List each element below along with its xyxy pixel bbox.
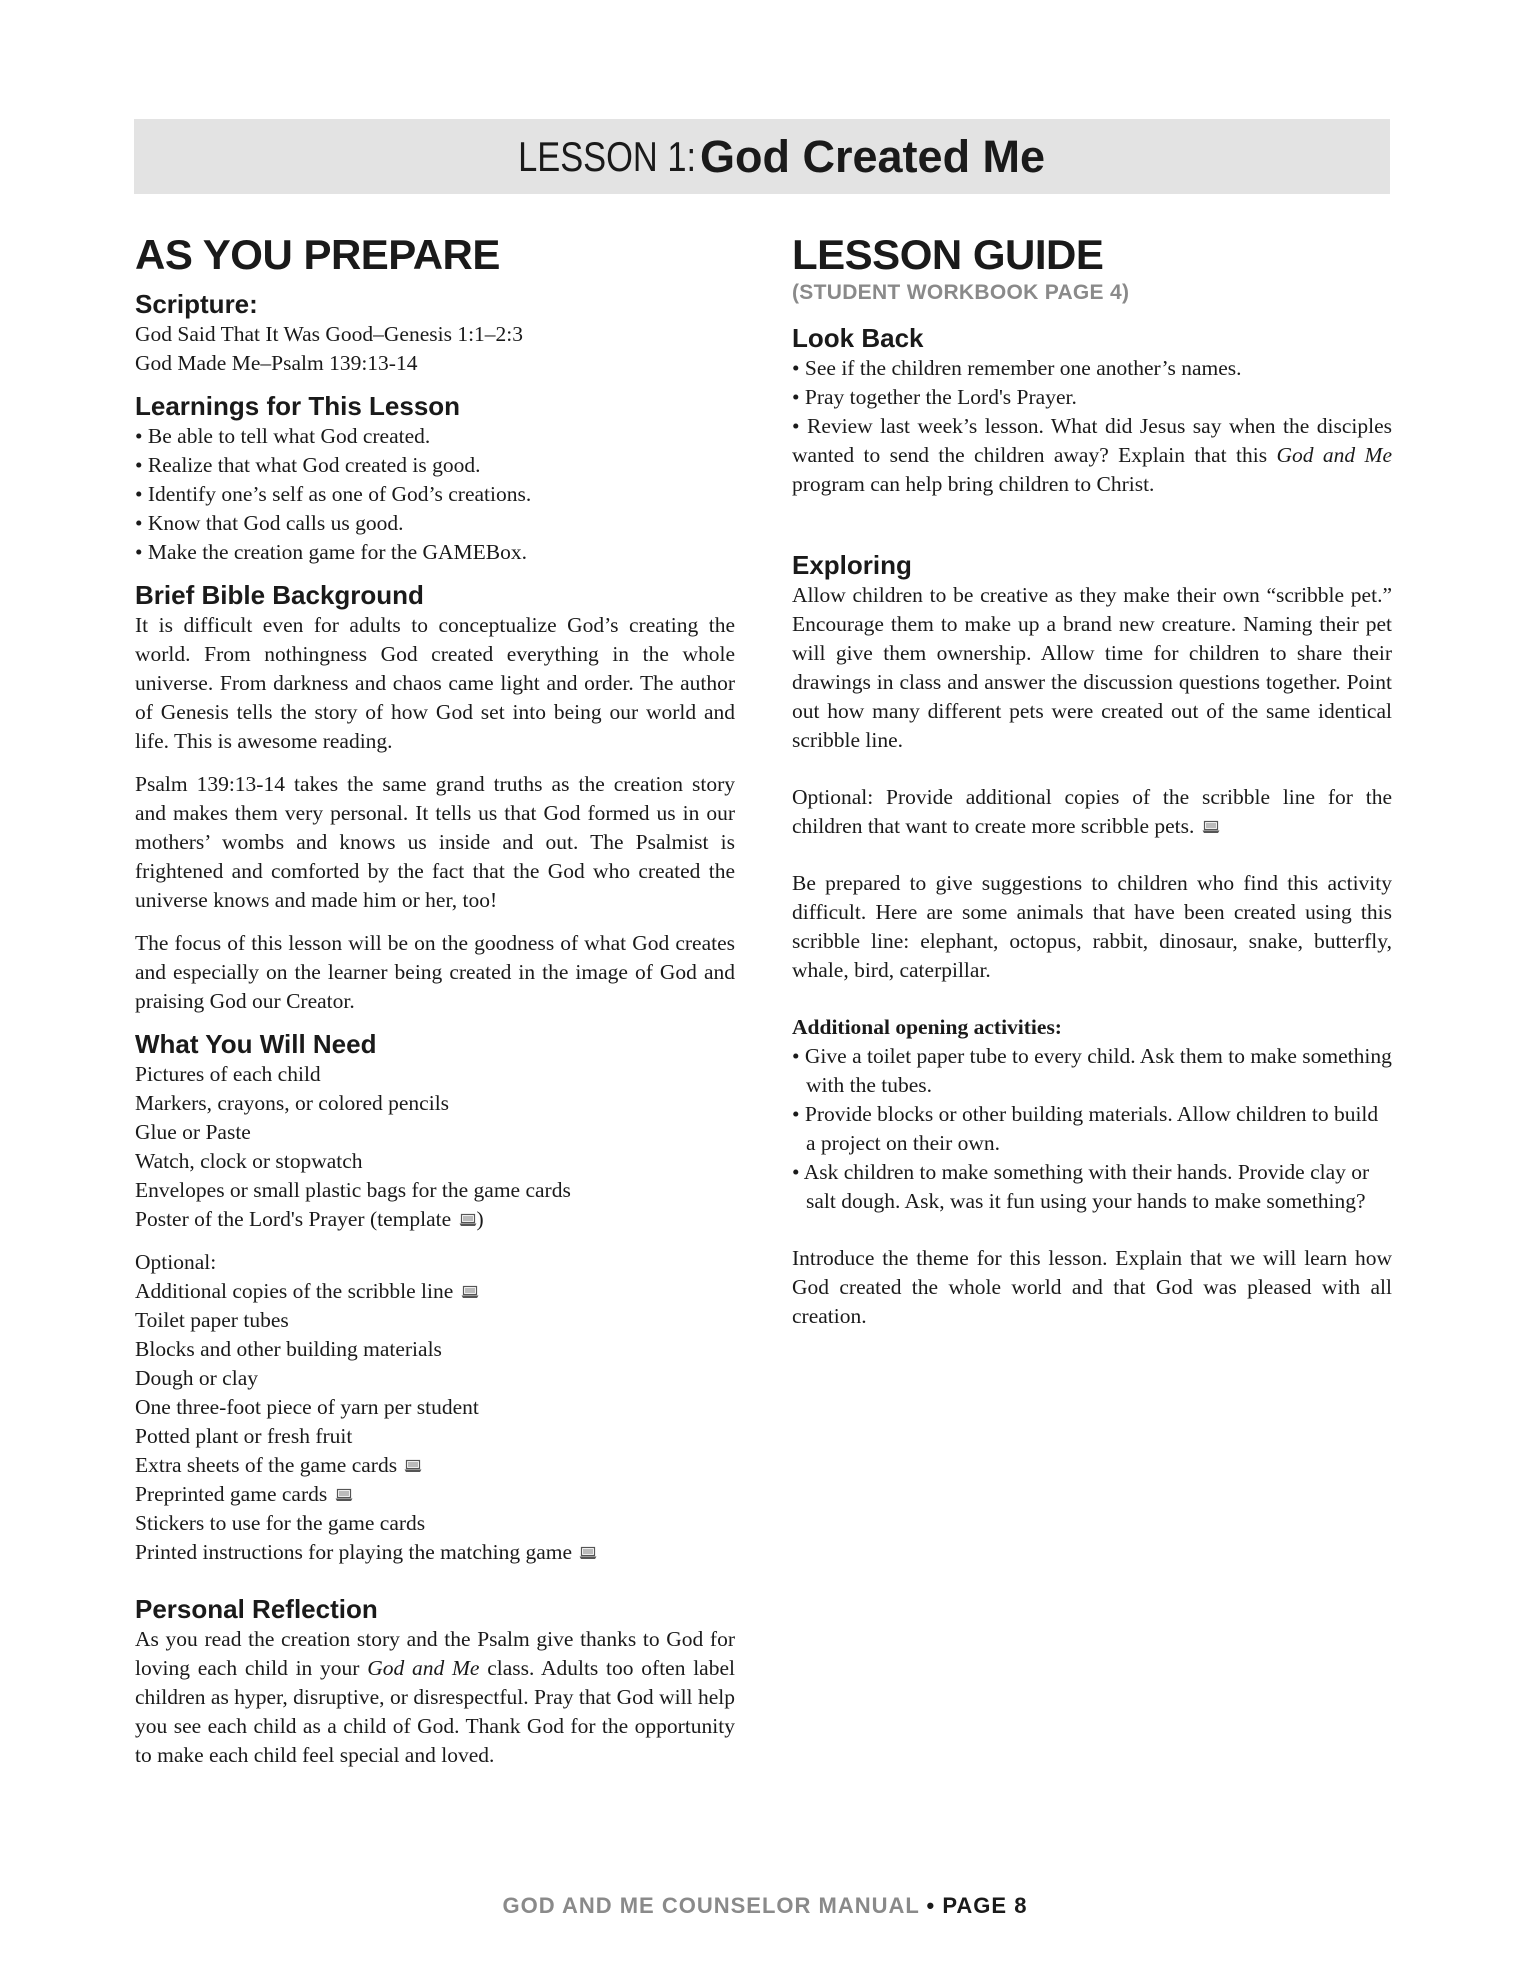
look-back-heading: Look Back bbox=[792, 323, 924, 353]
look-back-item: • See if the children remember one another’s names. bbox=[792, 356, 1242, 380]
background-paragraph: It is difficult even for adults to conceptualize God’s creating the world. From nothingness God created everything in the whole universe. From darkness and chaos came light and order. The author of Genesis tells the story of how God set into being our world and life. This is awesome reading. bbox=[135, 613, 735, 753]
material-item: Watch, clock or stopwatch bbox=[135, 1149, 363, 1173]
background-paragraph: The focus of this lesson will be on the goodness of what God creates and especially on the learner being created in the image of God and praising God our Creator. bbox=[135, 931, 735, 1013]
materials-list bbox=[135, 1060, 735, 1234]
optional-label: Optional: bbox=[135, 1250, 217, 1274]
optional-materials-list bbox=[135, 1248, 735, 1567]
material-item bbox=[135, 1205, 735, 1234]
look-back-item: • Pray together the Lord's Prayer. bbox=[792, 385, 1077, 409]
material-item: Pictures of each child bbox=[135, 1062, 321, 1086]
optional-item-text: Preprinted game cards bbox=[135, 1482, 328, 1506]
activity-item: • Ask children to make something with their hands. Provide clay or salt dough. Ask, was it fun using your hands to make something? bbox=[792, 1160, 1370, 1213]
exploring-paragraph: Allow children to be creative as they make their own “scribble pet.” Encourage them to make up a brand new creature. Naming their pet will give them ownership. Allow time for children to share their drawings in class and answer the discussion questions together. Point out how many different pets were created out of the same identical scribble line. bbox=[792, 583, 1392, 752]
scripture-line: God Made Me–Psalm 139:13-14 bbox=[135, 351, 418, 375]
optional-item bbox=[135, 1538, 735, 1567]
material-item-text: Poster of the Lord's Prayer (template bbox=[135, 1207, 452, 1231]
lesson-number: LESSON 1: bbox=[517, 132, 697, 180]
optional-item: Toilet paper tubes bbox=[135, 1308, 289, 1332]
computer-icon bbox=[459, 1213, 477, 1227]
learning-item: • Identify one’s self as one of God’s creations. bbox=[135, 482, 532, 506]
look-back-list bbox=[792, 354, 1392, 412]
computer-icon bbox=[404, 1459, 422, 1473]
activity-item: • Give a toilet paper tube to every child. Ask them to make something with the tubes. bbox=[792, 1044, 1392, 1097]
learning-item: • Realize that what God created is good. bbox=[135, 453, 481, 477]
material-item: Glue or Paste bbox=[135, 1120, 251, 1144]
optional-item: One three-foot piece of yarn per student bbox=[135, 1395, 479, 1419]
page-footer bbox=[0, 1893, 1530, 1919]
scripture-list bbox=[135, 320, 735, 378]
left-column bbox=[135, 230, 735, 1770]
exploring-paragraph: Be prepared to give suggestions to children who find this activity difficult. Here are some animals that have been created using this scribble line: elephant, octopus, rabbit, dinosaur, snake, butterfly, whale, bird, caterpillar. bbox=[792, 871, 1392, 982]
reflection-text: class. Adults too often label children as hyper, disruptive, or disrespectful. Pray that God will help you see each child as a child of God. Thank God for the opportunity to make each child feel special and loved. bbox=[135, 1656, 735, 1767]
optional-item-text: Extra sheets of the game cards bbox=[135, 1453, 398, 1477]
exploring-paragraph: Introduce the theme for this lesson. Explain that we will learn how God created the whole world and that God was pleased with all creation. bbox=[792, 1246, 1392, 1328]
computer-icon bbox=[461, 1285, 479, 1299]
activity-item: • Provide blocks or other building materials. Allow children to build a project on their own. bbox=[792, 1102, 1379, 1155]
exploring-text: Optional: Provide additional copies of the scribble line for the children that want to create more scribble pets. bbox=[792, 785, 1392, 838]
computer-icon bbox=[579, 1546, 597, 1560]
lesson-title-bar bbox=[134, 119, 1390, 194]
optional-item bbox=[135, 1480, 735, 1509]
scripture-heading: Scripture: bbox=[135, 289, 258, 319]
right-column bbox=[792, 230, 1392, 1331]
page-number: PAGE 8 bbox=[942, 1893, 1028, 1918]
material-item-close: ) bbox=[476, 1207, 484, 1231]
as-you-prepare-heading: AS YOU PREPARE bbox=[135, 231, 500, 278]
learning-item: • Make the creation game for the GAMEBox. bbox=[135, 540, 528, 564]
background-heading: Brief Bible Background bbox=[135, 580, 424, 610]
computer-icon bbox=[335, 1488, 353, 1502]
workbook-page-reference: (STUDENT WORKBOOK PAGE 4) bbox=[792, 281, 1130, 304]
additional-activities-list bbox=[792, 1042, 1392, 1216]
optional-item: Dough or clay bbox=[135, 1366, 258, 1390]
scripture-line: God Said That It Was Good–Genesis 1:1–2:3 bbox=[135, 322, 524, 346]
look-back-item bbox=[792, 412, 1392, 499]
review-text: program can help bring children to Christ. bbox=[792, 472, 1155, 496]
program-name: God and Me bbox=[1276, 443, 1392, 467]
learnings-heading: Learnings for This Lesson bbox=[135, 391, 461, 421]
learning-item: • Be able to tell what God created. bbox=[135, 424, 431, 448]
what-you-need-heading: What You Will Need bbox=[135, 1029, 377, 1059]
material-item: Markers, crayons, or colored pencils bbox=[135, 1091, 450, 1115]
optional-item bbox=[135, 1277, 735, 1306]
manual-name: GOD AND ME COUNSELOR MANUAL bbox=[502, 1893, 920, 1918]
footer-separator: • bbox=[919, 1893, 943, 1918]
exploring-paragraph bbox=[792, 783, 1392, 841]
optional-item-text: Additional copies of the scribble line bbox=[135, 1279, 454, 1303]
optional-item-text: Printed instructions for playing the matching game bbox=[135, 1540, 573, 1564]
background-paragraph: Psalm 139:13-14 takes the same grand truths as the creation story and makes them very personal. It tells us that God formed us in our mothers’ wombs and knows us inside and out. The Psalmist is frightened and comforted by the fact that the God who created the universe knows and made him or her, too! bbox=[135, 772, 735, 912]
exploring-heading: Exploring bbox=[792, 550, 912, 580]
material-item: Envelopes or small plastic bags for the game cards bbox=[135, 1178, 571, 1202]
reflection-text: As you read the creation story and the Psalm give thanks to God for loving each child in your bbox=[135, 1627, 735, 1680]
reflection-paragraph bbox=[135, 1625, 735, 1770]
personal-reflection-heading: Personal Reflection bbox=[135, 1594, 378, 1624]
lesson-guide-heading: LESSON GUIDE bbox=[792, 231, 1104, 278]
lesson-title: God Created Me bbox=[700, 130, 1046, 182]
optional-item: Blocks and other building materials bbox=[135, 1337, 442, 1361]
additional-activities-label: Additional opening activities: bbox=[792, 1015, 1062, 1039]
learnings-list bbox=[135, 422, 735, 567]
computer-icon bbox=[1202, 820, 1220, 834]
program-name: God and Me bbox=[367, 1656, 480, 1680]
learning-item: • Know that God calls us good. bbox=[135, 511, 404, 535]
optional-item: Potted plant or fresh fruit bbox=[135, 1424, 353, 1448]
optional-item: Stickers to use for the game cards bbox=[135, 1511, 426, 1535]
optional-item bbox=[135, 1451, 735, 1480]
review-text: • Review last week’s lesson. What did Jesus say when the disciples wanted to send the children away? Explain that this bbox=[792, 414, 1392, 467]
